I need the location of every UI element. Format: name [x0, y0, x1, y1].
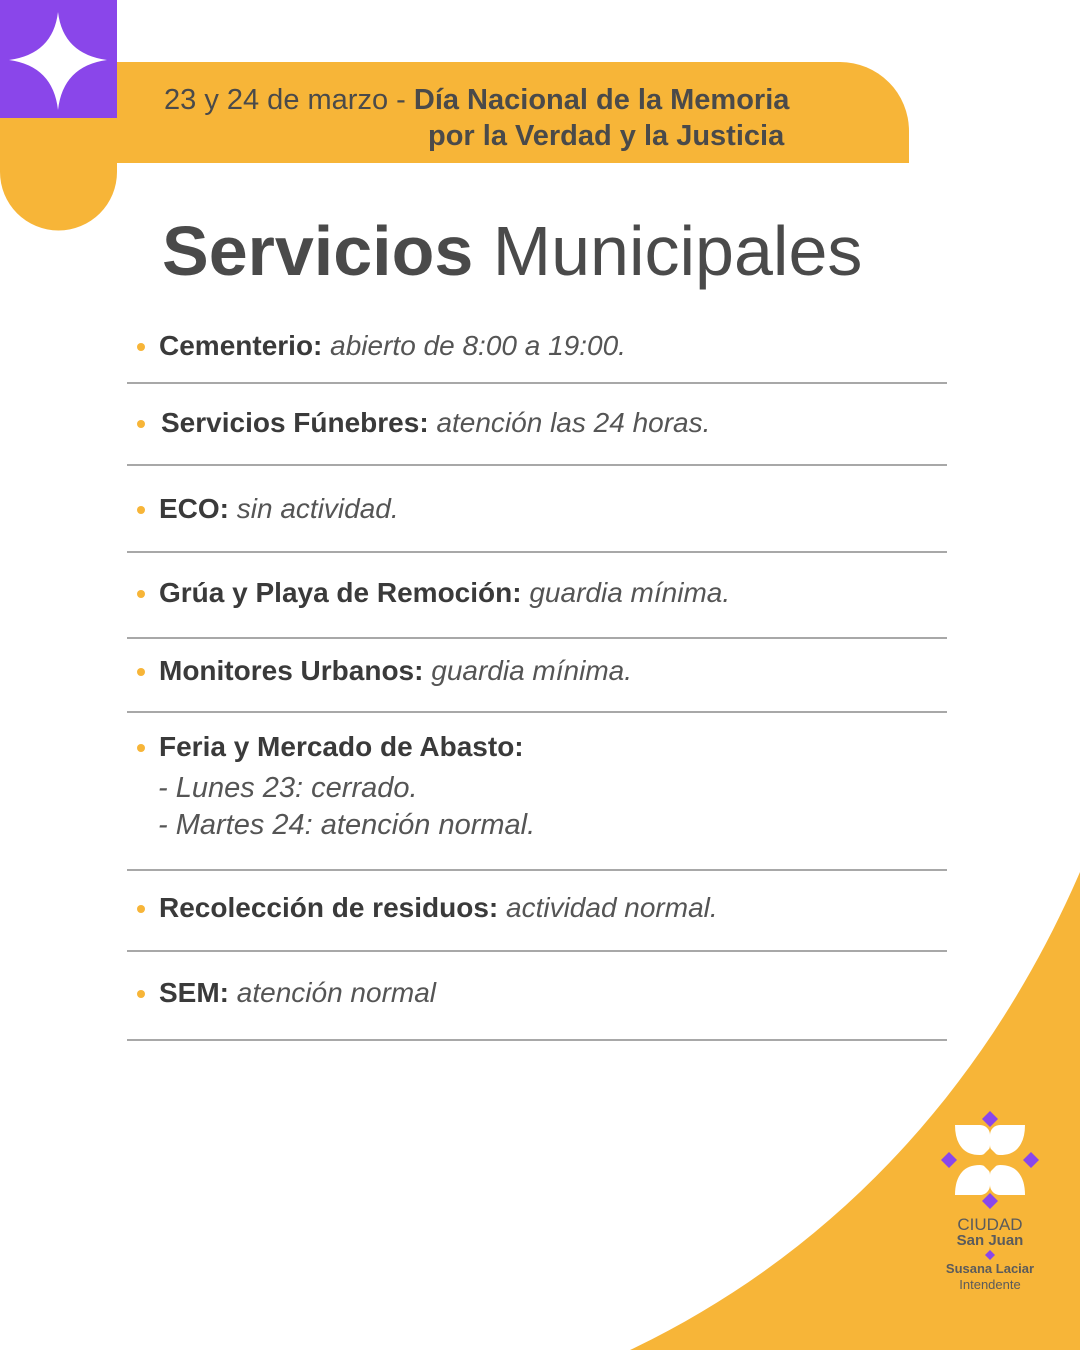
bullet-icon: [137, 990, 145, 998]
header-separator: -: [396, 84, 406, 116]
service-detail: atención normal: [236, 977, 437, 1008]
service-line: [159, 730, 524, 764]
service-line: [159, 492, 399, 526]
service-detail: abierto de 8:00 a 19:00.: [330, 330, 626, 361]
bullet-icon: [137, 905, 145, 913]
service-sub-item: - Lunes 23: cerrado.: [158, 772, 418, 804]
page-title: [162, 208, 862, 294]
service-row-sem: [127, 952, 947, 1041]
logo-san-juan-text: San Juan: [956, 1232, 1024, 1249]
service-row-servicios-funebres: [127, 384, 947, 466]
service-detail: guardia mínima.: [529, 577, 731, 608]
service-label: Feria y Mercado de Abasto:: [159, 731, 524, 762]
logo-intendente-name: Susana Laciar: [945, 1261, 1035, 1276]
logo-ciudad-text: CIUDAD: [957, 1215, 1023, 1234]
header-event-line2: por la Verdad y la Justicia: [428, 120, 785, 152]
bullet-icon: [137, 343, 145, 351]
service-detail: actividad normal.: [506, 892, 718, 923]
service-detail: atención las 24 horas.: [436, 407, 711, 438]
page-title-light: Municipales: [492, 212, 863, 290]
service-label: Recolección de residuos:: [159, 892, 499, 923]
service-detail: guardia mínima.: [431, 655, 633, 686]
service-detail: sin actividad.: [236, 493, 399, 524]
service-line: [161, 406, 710, 440]
service-label: Servicios Fúnebres:: [161, 407, 429, 438]
service-label: Grúa y Playa de Remoción:: [159, 577, 522, 608]
logo-intendente-role: Intendente: [959, 1277, 1021, 1292]
service-sub-item: - Martes 24: atención normal.: [158, 809, 536, 841]
service-row-eco: [127, 466, 947, 553]
service-line: [159, 329, 626, 363]
service-line: [159, 654, 632, 688]
service-row-grua: [127, 553, 947, 639]
service-line: [159, 576, 730, 610]
service-line: [159, 891, 718, 925]
service-line: [159, 976, 436, 1010]
bullet-icon: [137, 420, 145, 428]
service-row-feria-mercado: [127, 713, 947, 871]
bullet-icon: [137, 590, 145, 598]
service-row-recoleccion: [127, 871, 947, 952]
service-label: Cementerio:: [159, 330, 323, 361]
header-date-line: [164, 82, 789, 118]
page-title-bold: Servicios: [162, 212, 474, 290]
bullet-icon: [137, 668, 145, 676]
header-date: 23 y 24 de marzo: [164, 84, 389, 116]
service-label: Monitores Urbanos:: [159, 655, 424, 686]
service-row-cementerio: [127, 310, 947, 384]
service-row-monitores-urbanos: [127, 639, 947, 713]
bullet-icon: [137, 506, 145, 514]
service-label: SEM:: [159, 977, 229, 1008]
header-event-line1: Día Nacional de la Memoria: [413, 84, 790, 116]
bullet-icon: [137, 744, 145, 752]
header-semicircle: [0, 118, 117, 231]
service-label: ECO:: [159, 493, 229, 524]
